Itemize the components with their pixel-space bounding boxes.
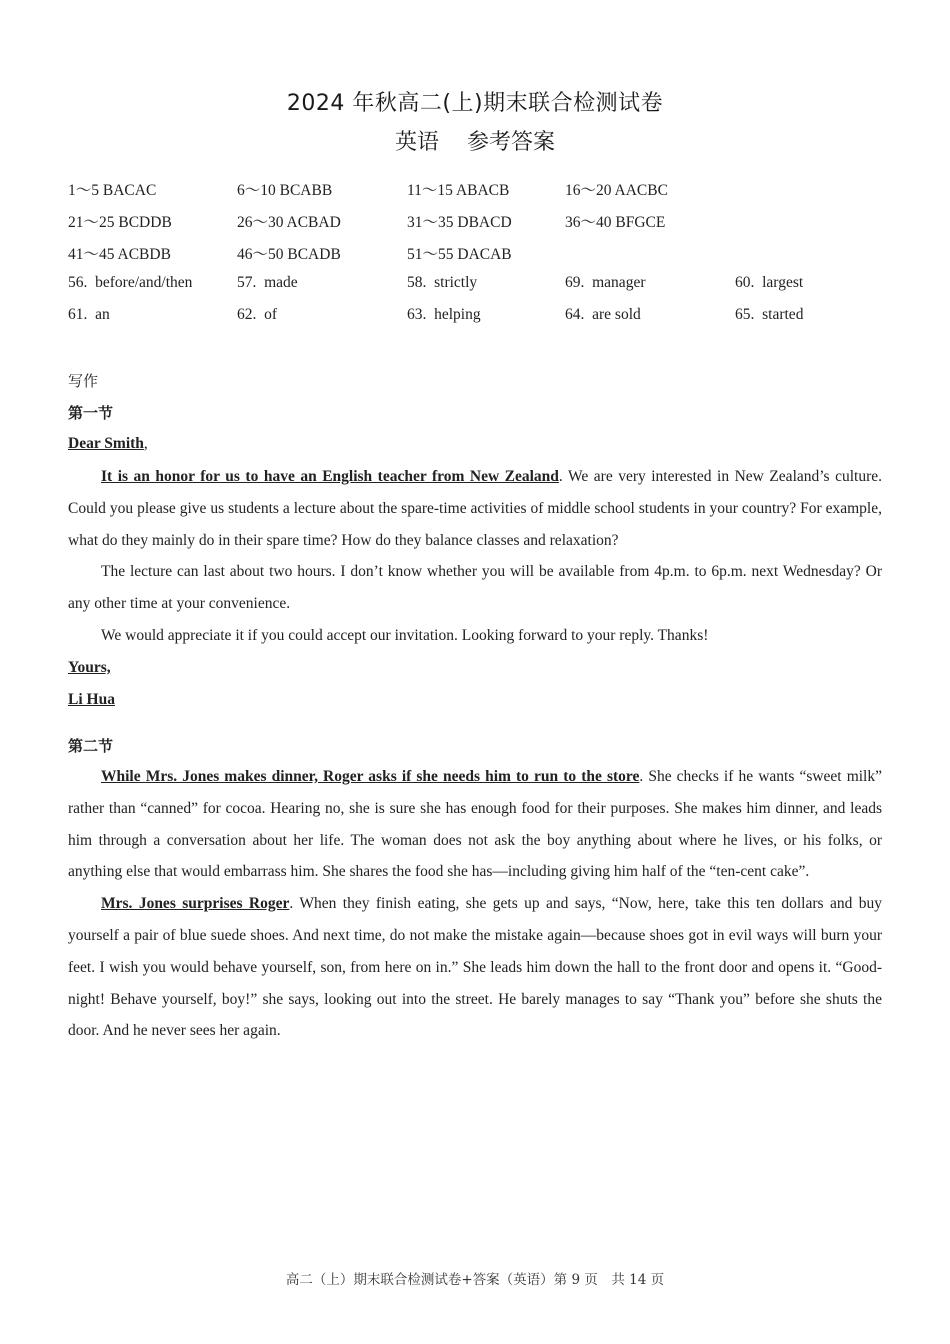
answer-cell: 60. largest [735, 274, 804, 291]
answer-row [68, 242, 888, 274]
document-title: 2024 年秋高二(上)期末联合检测试卷 [286, 91, 664, 116]
answer-row [68, 210, 888, 242]
continuation-body [68, 761, 882, 1047]
answer-cell: 46～50 BCADB [237, 246, 341, 263]
answer-cell: 31～35 DBACD [407, 214, 512, 231]
answer-cell: 56. before/and/then [68, 274, 193, 291]
answer-cell: 41～45 ACBDB [68, 246, 171, 263]
answer-cell: 16～20 AACBC [565, 182, 668, 199]
letter-signature [68, 691, 115, 709]
page-footer: 高二（上）期末联合检测试卷+答案（英语）第 9 页 共 14 页 [285, 1272, 665, 1288]
answer-cell: 63. helping [407, 306, 481, 323]
letter-paragraph-2: The lecture can last about two hours. I don’t know whether you will be available from 4p.m. to 6p.m. next Wednesday? Or any other time at your convenience. [68, 563, 882, 613]
answer-grid [68, 178, 888, 338]
letter-paragraph-3: We would appreciate it if you could accept our invitation. Looking forward to your reply. Thanks! [101, 626, 709, 644]
answer-cell: 61. an [68, 306, 110, 323]
answer-cell: 36～40 BFGCE [565, 214, 666, 231]
signature-text: Li Hua [68, 691, 115, 708]
answer-row [68, 274, 888, 306]
answer-cell: 1～5 BACAC [68, 182, 157, 199]
answer-cell: 62. of [237, 306, 278, 323]
answer-cell: 57. made [237, 274, 298, 291]
continuation-paragraph-2-text: . When they finish eating, she gets up and says, “Now, here, take this ten dollars and buy yourself a pair of blue suede shoes. And next time, do not make the mistake again—because shoes got in evil ways will burn your feet. I wish you would behave yourself, son, from here on in.” She leads him down the hall to the front door and opens it. “Good-night! Behave yourself, boy!” she says, looking out into the street. He barely manages to say “Thank you” before she shuts the door. And he never sees her again. [68, 895, 882, 1040]
salutation-name: Dear Smith [68, 435, 144, 452]
answer-row [68, 178, 888, 210]
continuation-paragraph-2 [68, 888, 882, 1047]
answer-cell: 11～15 ABACB [407, 182, 510, 199]
letter-paragraph-1-text: . We are very interested in New Zealand’s culture. Could you please give us students a lecture about the spare-time activities of middle school students in your country? For example, what do they mainly do in their spare time? How do they balance classes and relaxation? [68, 468, 883, 549]
letter-paragraph-1 [68, 461, 882, 556]
paragraph-1-opening: While Mrs. Jones makes dinner, Roger asks if she needs him to run to the store [101, 768, 640, 785]
subject-label: 英语 [394, 130, 439, 155]
answer-row [68, 306, 888, 338]
document-subtitle [0, 125, 950, 156]
continuation-paragraph-1 [68, 761, 882, 888]
answer-cell: 21～25 BCDDB [68, 214, 172, 231]
answer-cell: 58. strictly [407, 274, 478, 291]
answer-cell: 69. manager [565, 274, 646, 291]
answer-key-label: 参考答案 [467, 130, 556, 155]
closing-text: Yours, [68, 659, 111, 676]
answer-cell: 6～10 BCABB [237, 182, 333, 199]
letter-body [68, 461, 882, 652]
topic-sentence: It is an honor for us to have an English teacher from New Zealand [101, 468, 559, 485]
answer-cell: 65. started [735, 306, 804, 323]
letter-closing [68, 659, 111, 677]
paragraph-2-opening: Mrs. Jones surprises Roger [101, 895, 290, 913]
salutation [68, 435, 148, 453]
continuation-paragraph-1-text: . She checks if he wants “sweet milk” rather than “canned” for cocoa. Hearing no, she is sure she has enough food for their purposes. She makes him dinner, and leads him through a conversation about her life. The woman does not ask the boy anything about where he lives, or his folks, or anything else that would embarrass him. She shares the food she has—including giving him half of the “ten-cent cake”. [68, 768, 882, 881]
salutation-comma: , [143, 435, 148, 452]
answer-cell: 51～55 DACAB [407, 246, 512, 263]
answer-cell: 64. are sold [565, 306, 641, 323]
answer-cell: 26～30 ACBAD [237, 214, 341, 231]
writing-label: 写作 [68, 372, 99, 390]
section-2-heading: 第二节 [68, 737, 114, 755]
section-1-heading: 第一节 [68, 404, 114, 422]
